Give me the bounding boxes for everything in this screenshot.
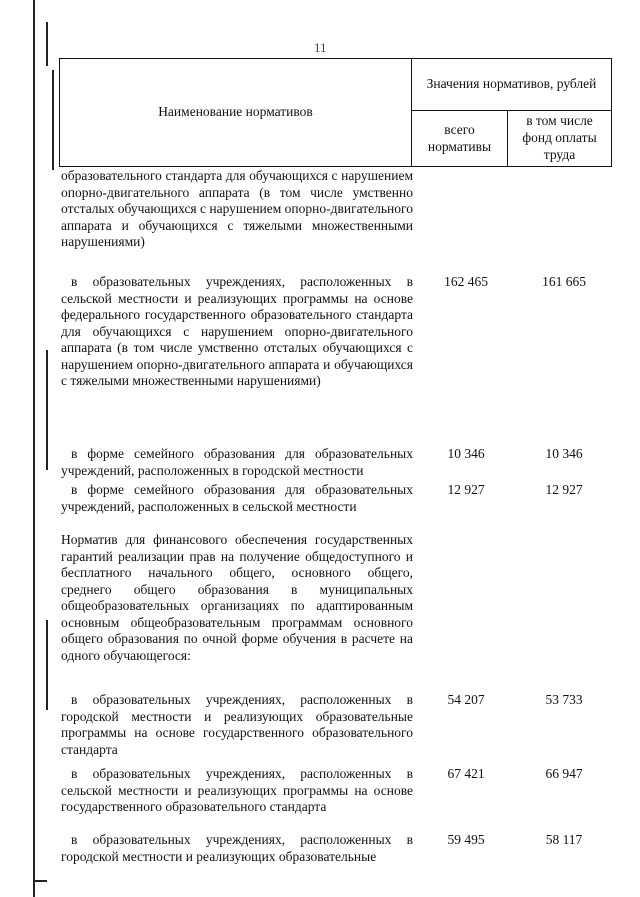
row-fund-value: 161 665 (542, 274, 586, 289)
scan-edge-mark (52, 70, 54, 170)
row-fund-value: 66 947 (545, 766, 583, 781)
row-fund-value: 58 117 (545, 832, 583, 847)
column-header-values: Значения нормативов, рублей (412, 59, 612, 111)
scan-edge-mark (46, 620, 48, 710)
row-total-value: 10 346 (447, 446, 485, 461)
row-text: в образовательных учреждениях, расположенных в сельской местности и реализующих программы на основе федерального государственного образовательного стандарта для обучающихся с нарушением опорно-двигательного аппарата (в том числе умственно отсталых обучающихся с нарушением опорно-двигательного аппарата и обучающихся с тяжелыми множественными нарушениями) (61, 274, 413, 388)
row-text: в образовательных учреждениях, расположенных в сельской местности и реализующих программы на основе государственного образовательного стандарта (61, 766, 413, 814)
table-header (59, 58, 612, 167)
row-fund-value: 10 346 (545, 446, 583, 461)
row-total-value: 12 927 (447, 482, 485, 497)
scan-edge-mark (46, 22, 48, 66)
row-text: в форме семейного образования для образовательных учреждений, расположенных в городской местности (61, 446, 413, 478)
page-number: 11 (314, 40, 327, 55)
column-header-name: Наименование нормативов (60, 59, 412, 167)
row-total-value: 162 465 (444, 274, 488, 289)
row-total-value: 67 421 (447, 766, 485, 781)
column-header-total: всего нормативы (412, 111, 508, 167)
scan-edge-mark (33, 880, 47, 882)
row-text: в образовательных учреждениях, расположенных в городской местности и реализующих образовательные (61, 832, 413, 864)
row-fund-value: 53 733 (545, 692, 583, 707)
row-total-value: 54 207 (447, 692, 485, 707)
row-text: Норматив для финансового обеспечения государственных гарантий реализации прав на получение общедоступного и бесплатного начального общего, основного общего, среднего общего образования в муниципальных общеобразовательных организациях по адаптированным основным общеобразовательным программам основного общего образования по очной форме обучения в расчете на одного обучающегося: (61, 532, 413, 663)
row-text: образовательного стандарта для обучающихся с нарушением опорно-двигательного аппарата (в том числе умственно отсталых обучающихся с нарушением опорно-двигательного аппарата и обучающихся с тяжелыми множественными нарушениями) (61, 168, 413, 249)
scan-edge-line (33, 0, 35, 897)
column-header-fund: в том числе фонд оплаты труда (508, 111, 612, 167)
row-total-value: 59 495 (447, 832, 485, 847)
row-text: в форме семейного образования для образовательных учреждений, расположенных в сельской местности (61, 482, 413, 514)
row-fund-value: 12 927 (545, 482, 583, 497)
scan-edge-mark (46, 350, 48, 470)
row-text: в образовательных учреждениях, расположенных в городской местности и реализующих образовательные программы на основе государственного образовательного стандарта (61, 692, 413, 757)
